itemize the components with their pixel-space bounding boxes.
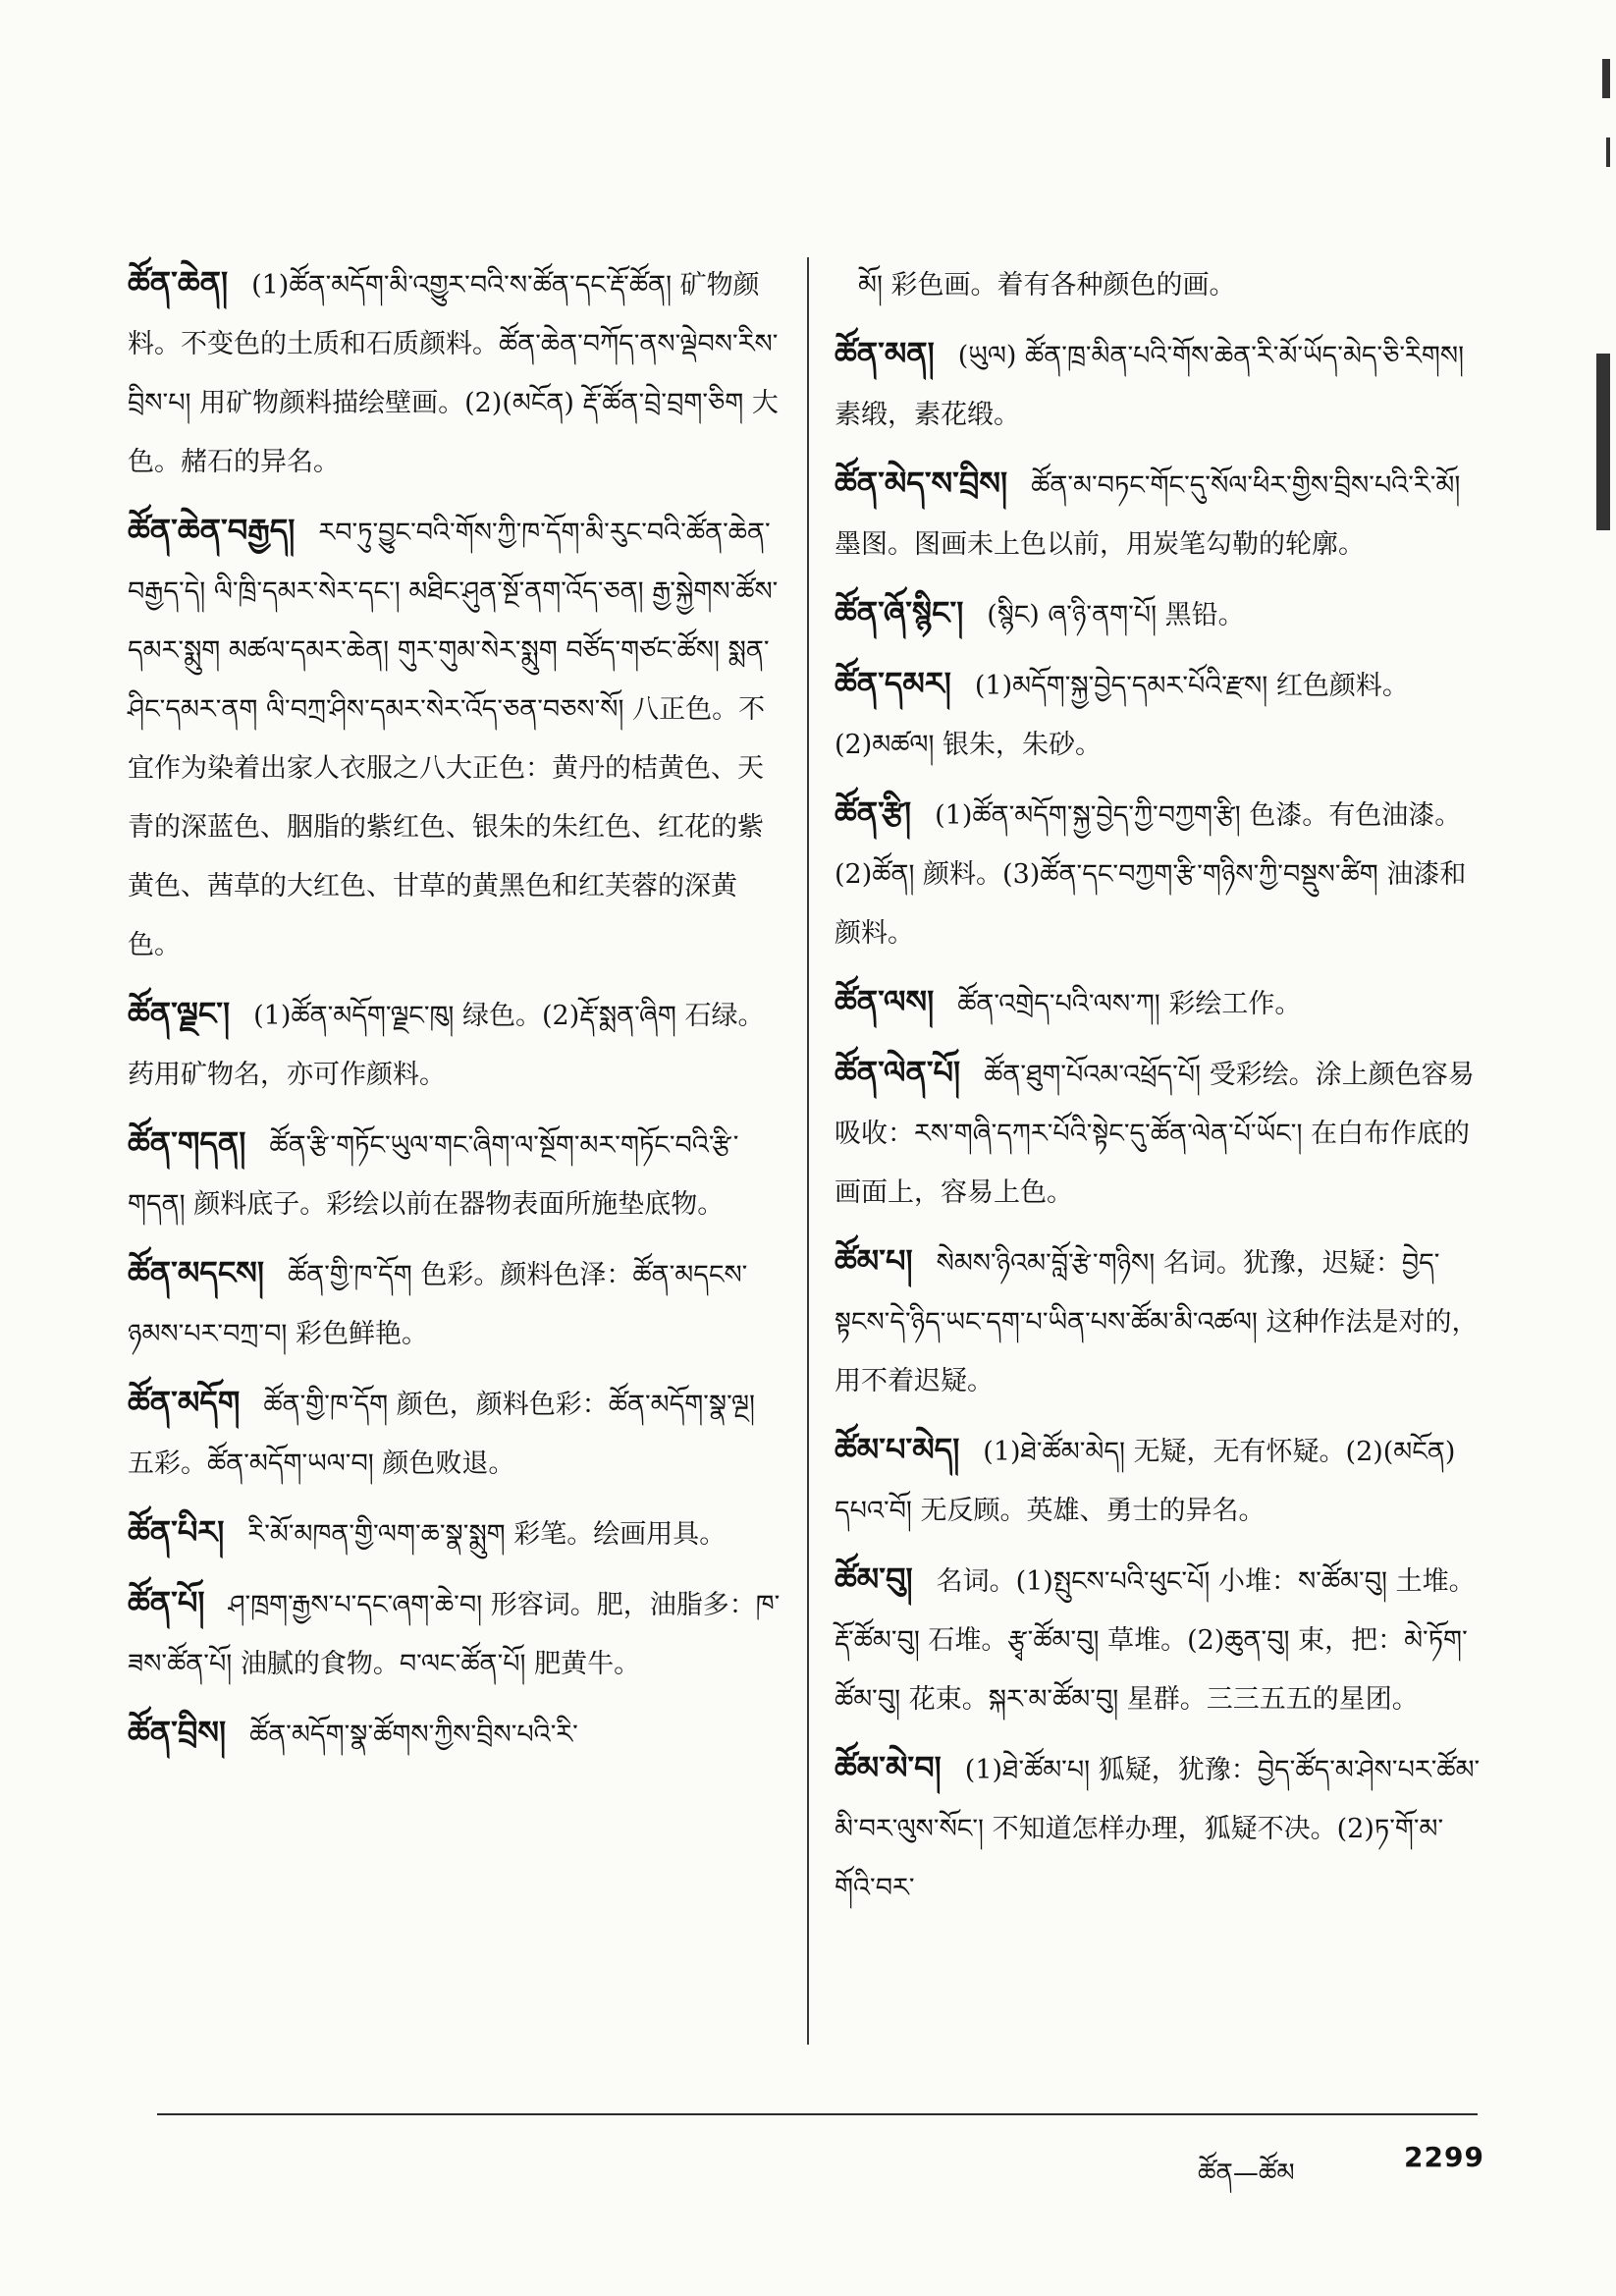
entry-definition: (1)ཚོན་མདོག་སྐྱ་བྱེད་ཀྱི་བཀྱག་རྩི། 色漆。有色油漆。(2)ཚོན། 颜料。(3)ཚོན་དང་བཀྱག་རྩི་གཉིས་ཀྱི་བསྡུས་ཚིག 油漆和颜料。 xyxy=(835,800,1467,949)
dictionary-entry xyxy=(835,1738,1482,1918)
dictionary-entry xyxy=(835,253,1482,315)
dictionary-entry xyxy=(128,984,785,1105)
entry-headword: ཚོན་ཆེན། xyxy=(128,264,229,301)
entry-headword: ཚོན་རྩི། xyxy=(835,794,912,832)
entry-headword: ཚོན་དམར། xyxy=(835,665,951,702)
entry-headword: ཚོན་ལས། xyxy=(835,983,935,1020)
guide-words: ཚོན—ཚོམ xyxy=(1198,2159,1295,2188)
entry-definition: (1)མདོག་སྐྱ་བྱེད་དམར་པོའི་རྫས། 红色颜料。(2)མཚལ། 银朱，朱砂。 xyxy=(835,671,1409,760)
margin-mark xyxy=(1596,354,1610,530)
dictionary-entry xyxy=(128,253,785,492)
entry-headword: ཚོན་བྲིས། xyxy=(128,1714,227,1751)
dictionary-entry xyxy=(128,1243,785,1364)
entry-headword: ཚོམ་པ་མེད། xyxy=(835,1431,960,1468)
entry-definition: ཤ་ཁྲག་རྒྱས་པ་དང་ཞག་ཆེ་བ། 形容词。肥，油脂多：ཁ་ཟས་ཚོན་པོ། 油腻的食物。བ་ལང་ཚོན་པོ། 肥黄牛。 xyxy=(128,1590,781,1679)
dictionary-entry xyxy=(128,1114,785,1234)
entry-definition: 名词。(1)སྤུངས་པའི་ཕུང་པོ། 小堆：ས་ཚོམ་བུ། 土堆。རྡོ་ཚོམ་བུ། 石堆。རྩྭ་ཚོམ་བུ། 草堆。(2)ཆུན་བུ། 束，把：མེ་ཏོག་ཚོམ་བུ། 花束。སྐར་མ་ཚོམ་བུ། 星群。三三五五的星团。 xyxy=(835,1566,1476,1715)
dictionary-entry xyxy=(835,583,1482,645)
entry-definition: ཚོན་གྱི་ཁ་དོག 颜色，颜料色彩：ཚོན་མདོག་སྣ་ལྔ། 五彩。ཚོན་མདོག་ཡལ་བ། 颜色败退。 xyxy=(128,1390,755,1479)
entry-headword: ཚོམ་བུ། xyxy=(835,1560,913,1598)
dictionary-entry xyxy=(128,1703,785,1765)
entry-headword: ཚོམ་པ། xyxy=(835,1242,913,1280)
right-column xyxy=(835,253,1482,1927)
entry-definition: ཚོན་མདོག་སྣ་ཚོགས་ཀྱིས་བྲིས་པའི་རི་ xyxy=(249,1720,578,1750)
entry-headword: ཚོན་གདན། xyxy=(128,1124,246,1162)
entry-headword: ཚོན་མདོག xyxy=(128,1384,241,1421)
entry-definition: ཚོན་ཐུག་པོའམ་འཕྲོད་པོ། 受彩绘。涂上颜色容易吸收：རས་གཞི་དཀར་པོའི་སྟེང་དུ་ཚོན་ལེན་པོ་ཡོང་། 在白布作底的画面上，容易上色。 xyxy=(835,1060,1475,1208)
entry-definition: (1)ཚོན་མདོག་མི་འགྱུར་བའི་ས་ཚོན་དང་རྡོ་ཚོན། 矿物颜料。不变色的土质和石质颜料。ཚོན་ཆེན་བཀོད་ནས་ལྡེབས་རིས་བྲིས་པ། 用矿物颜料描绘壁画。(2)(མངོན) རྡོ་ཚོན་བྲེ་བྲག་ཅིག 大色。赭石的异名。 xyxy=(128,270,779,477)
entry-headword: ཚོམ་མེ་བ། xyxy=(835,1749,942,1786)
dictionary-entry xyxy=(128,501,785,975)
left-column xyxy=(128,253,785,1774)
entry-headword: ཚོན་པིར། xyxy=(128,1513,225,1551)
entry-headword: ཚོན་ཞོ་སྙིང་། xyxy=(835,594,964,631)
margin-marks xyxy=(1587,59,1616,550)
entry-headword: ཚོན་མདངས། xyxy=(128,1254,265,1291)
dictionary-entry xyxy=(835,654,1482,775)
dictionary-entry xyxy=(835,454,1482,574)
entry-definition: (ཡུལ) ཚོན་ཁྲ་མིན་པའི་གོས་ཆེན་རི་མོ་ཡོད་མེད་ཅི་རིགས། 素缎，素花缎。 xyxy=(835,341,1465,430)
dictionary-entry xyxy=(128,1503,785,1564)
entry-headword: ཚོན་ལེན་པོ། xyxy=(835,1054,961,1091)
margin-mark xyxy=(1606,137,1610,167)
dictionary-entry xyxy=(835,1231,1482,1411)
entry-definition: ཚོན་འགྲེད་པའི་ལས་ཀ། 彩绘工作。 xyxy=(957,989,1302,1019)
entry-definition: (1)ཚོན་མདོག་ལྗང་ཁུ། 绿色。(2)རྡོ་སྨན་ཞིག 石绿。药用矿物名，亦可作颜料。 xyxy=(128,1001,765,1090)
entry-definition: མོ། 彩色画。着有各种颜色的画。 xyxy=(858,270,1236,301)
dictionary-entry xyxy=(835,1420,1482,1541)
dictionary-entry xyxy=(835,784,1482,963)
entry-definition: (སྙིང) ཞ་ཉི་ནག་པོ། 黑铅。 xyxy=(987,600,1245,630)
entry-headword: ཚོན་མན། xyxy=(835,335,935,372)
entry-headword: ཚོན་པོ། xyxy=(128,1584,205,1621)
entry-headword: ཚོན་ཆེན་བརྒྱད། xyxy=(128,512,296,549)
dictionary-entry xyxy=(835,972,1482,1034)
dictionary-entry xyxy=(835,324,1482,445)
entry-definition: ཚོན་གྱི་ཁ་དོག 色彩。颜料色泽：ཚོན་མདངས་ཉམས་པར་བཀྲ་བ། 彩色鲜艳。 xyxy=(128,1260,748,1349)
entry-headword: ཚོན་མེད་ས་བྲིས། xyxy=(835,465,1008,502)
entry-definition: (1)ཐེ་ཚོམ་མེད། 无疑，无有怀疑。(2)(མངོན) དཔའ་བོ། 无反顾。英雄、勇士的异名。 xyxy=(835,1437,1456,1526)
margin-mark xyxy=(1602,59,1610,98)
column-divider xyxy=(807,257,809,2045)
entry-definition: རི་མོ་མཁན་གྱི་ལག་ཆ་སྣ་སྨུག 彩笔。绘画用具。 xyxy=(247,1519,727,1550)
footer-rule xyxy=(157,2113,1478,2115)
entry-definition: ཚོན་རྩི་གཏོང་ཡུལ་གང་ཞིག་ལ་སྔོག་མར་གཏོང་བའི་རྩི་གདན། 颜料底子。彩绘以前在器物表面所施垫底物。 xyxy=(128,1130,739,1220)
dictionary-entry xyxy=(835,1043,1482,1223)
entry-definition: རབ་ཏུ་བྱུང་བའི་གོས་ཀྱི་ཁ་དོག་མི་རུང་བའི་ཚོན་ཆེན་བརྒྱད་དེ། ལི་ཁྲི་དམར་སེར་དང་། མཐིང་ཤུན་སྔོ་ནག་འོད་ཅན། རྒྱ་སྐྱེགས་ཚོས་དམར་སྨུག མཚལ་དམར་ཆེན། གུར་གུམ་སེར་སྨུག བཙོད་གཙང་ཚོས། སྨན་ཤིང་དམར་ནག ལི་བཀྲ་ཤིས་དམར་སེར་འོད་ཅན་བཅས་སོ། 八正色。不宜作为染着出家人衣服之八大正色：黄丹的桔黄色、天青的深蓝色、胭脂的紫红色、银朱的朱红色、红花的紫黄色、茜草的大红色、甘草的黄黑色和红芙蓉的深黄色。 xyxy=(128,518,779,960)
entry-definition: སེམས་ཉིའམ་བློ་རྩེ་གཉིས། 名词。犹豫，迟疑：བྱེད་སྟངས་དེ་ཉིད་ཡང་དག་པ་ཡིན་པས་ཚོམ་མི་འཚལ། 这种作法是对的，用不着迟疑。 xyxy=(835,1248,1479,1396)
dictionary-entry xyxy=(835,1550,1482,1729)
entry-headword: ཚོན་ལྗང་། xyxy=(128,995,231,1032)
entry-definition: (1)ཐེ་ཚོམ་པ། 狐疑，犹豫：བྱེད་ཚོད་མ་ཤེས་པར་ཚོམ་མི་བར་ལུས་སོང་། 不知道怎样办理，狐疑不决。(2)ཏ་གོ་མ་གོའི་བར་ xyxy=(835,1755,1481,1903)
dictionary-entry xyxy=(128,1573,785,1694)
dictionary-entry xyxy=(128,1373,785,1494)
entry-definition: ཚོན་མ་བཏང་གོང་དུ་སོལ་ཕིར་གྱིས་བྲིས་པའི་རི་མོ། 墨图。图画未上色以前，用炭笔勾勒的轮廓。 xyxy=(835,470,1461,560)
page-number: 2299 xyxy=(1404,2141,1484,2173)
